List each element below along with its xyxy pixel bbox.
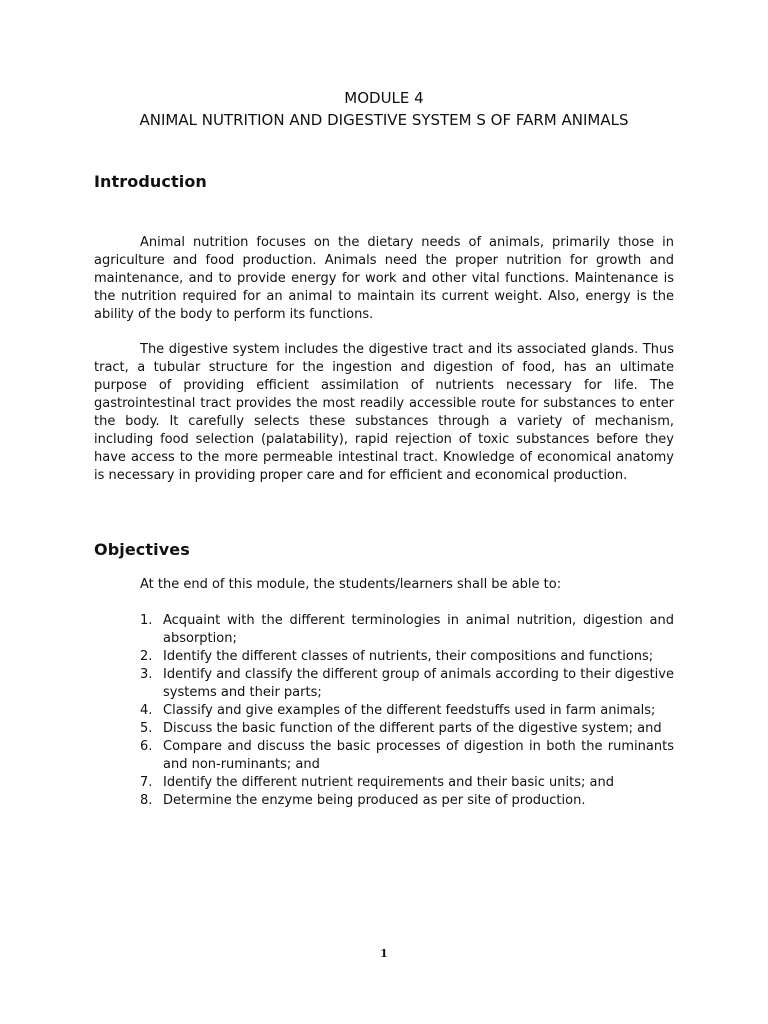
page-number: 1 xyxy=(380,947,388,960)
objective-item xyxy=(140,720,674,738)
objective-text: Identify and classify the different group of animals according to their digestive systems and their parts; xyxy=(163,667,674,700)
objective-text: Identify the different classes of nutrients, their compositions and functions; xyxy=(163,649,654,664)
objective-text: Compare and discuss the basic processes of digestion in both the ruminants and non-ruminants; and xyxy=(163,739,674,772)
objectives-list xyxy=(140,612,674,810)
objective-number: 6. xyxy=(140,739,153,754)
objective-number: 4. xyxy=(140,703,153,718)
objective-item xyxy=(140,792,674,810)
objective-number: 8. xyxy=(140,793,153,808)
objective-item xyxy=(140,702,674,720)
objectives-heading: Objectives xyxy=(94,540,190,559)
introduction-heading: Introduction xyxy=(94,172,207,191)
objective-number: 3. xyxy=(140,667,153,682)
introduction-paragraph-1: Animal nutrition focuses on the dietary needs of animals, primarily those in agriculture and food production. Animals need the proper nutrition for growth and maintenance, and to provide energy for work and other vital functions. Maintenance is the nutrition required for an animal to maintain its current weight. Also, energy is the ability of the body to perform its functions. xyxy=(94,235,674,322)
objective-number: 5. xyxy=(140,721,153,736)
objective-text: Determine the enzyme being produced as per site of production. xyxy=(163,793,586,808)
module-subtitle: ANIMAL NUTRITION AND DIGESTIVE SYSTEM S OF FARM ANIMALS xyxy=(139,111,629,129)
objective-number: 1. xyxy=(140,613,153,628)
objective-item xyxy=(140,612,674,648)
objective-text: Acquaint with the different terminologies in animal nutrition, digestion and absorption; xyxy=(163,613,674,646)
objective-text: Identify the different nutrient requirements and their basic units; and xyxy=(163,775,614,790)
objective-item xyxy=(140,738,674,774)
objective-item xyxy=(140,648,674,666)
introduction-paragraph-2: The digestive system includes the digestive tract and its associated glands. Thus tract, a tubular structure for the ingestion and digestion of food, has an ultimate purpose of providing efficient assimilation of nutrients necessary for life. The gastrointestinal tract provides the most readily accessible route for substances to enter the body. It carefully selects these substances through a variety of mechanism, including food selection (palatability), rapid rejection of toxic substances before they have access to the more permeable intestinal tract. Knowledge of economical anatomy is necessary in providing proper care and for efficient and economical production. xyxy=(94,342,674,483)
module-number: MODULE 4 xyxy=(344,89,424,107)
objective-number: 7. xyxy=(140,775,153,790)
objective-item xyxy=(140,666,674,702)
objective-text: Discuss the basic function of the different parts of the digestive system; and xyxy=(163,721,662,736)
objective-number: 2. xyxy=(140,649,153,664)
objective-text: Classify and give examples of the different feedstuffs used in farm animals; xyxy=(163,703,656,718)
objectives-intro: At the end of this module, the students/learners shall be able to: xyxy=(140,577,562,592)
objective-item xyxy=(140,774,674,792)
module-title xyxy=(0,88,768,130)
